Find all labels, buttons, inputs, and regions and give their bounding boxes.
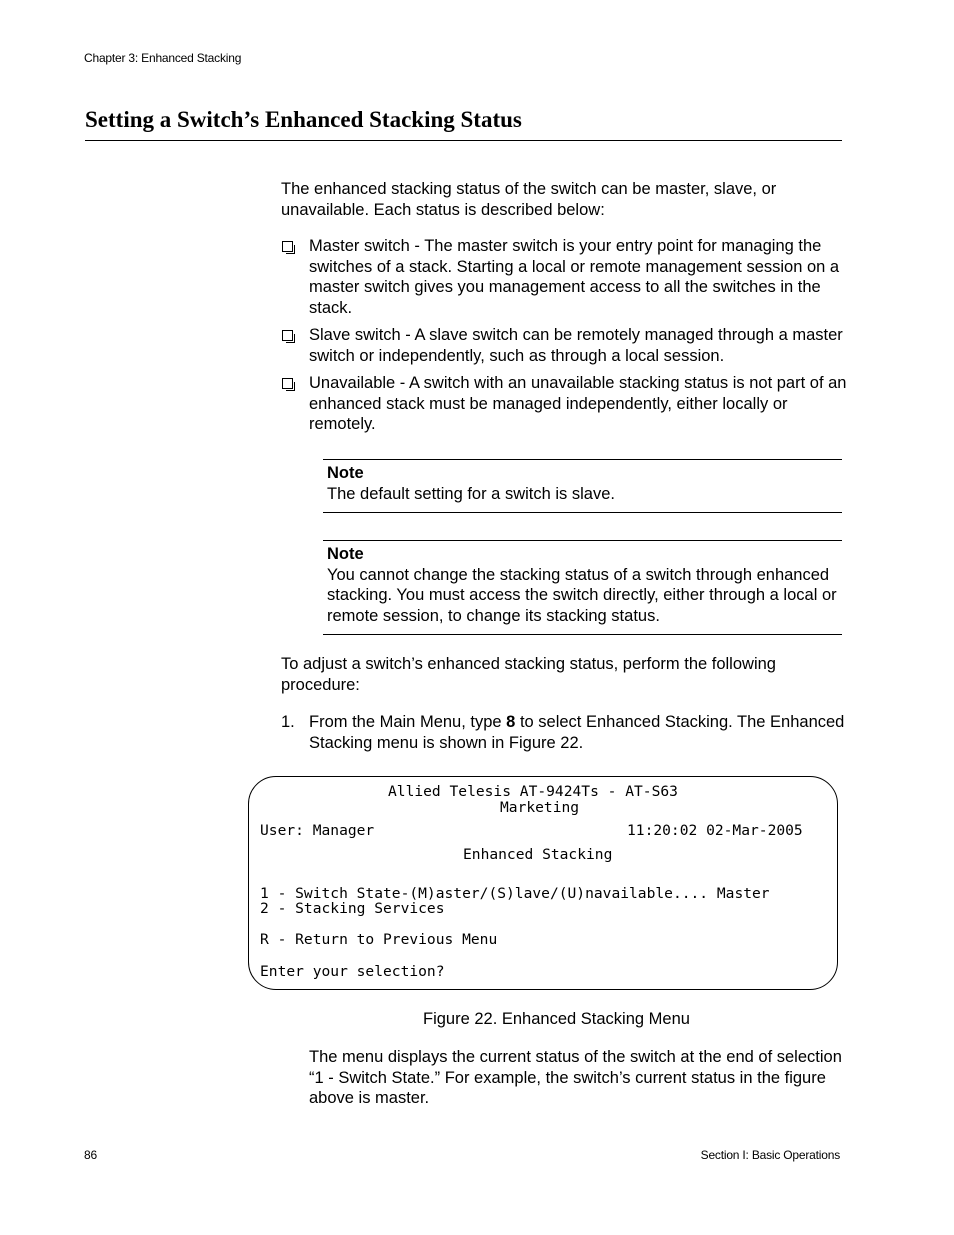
- terminal-option-1: 1 - Switch State-(M)aster/(S)lave/(U)navailable.... Master: [260, 885, 770, 902]
- terminal-system-name: Marketing: [500, 799, 580, 816]
- page-number: 86: [84, 1148, 97, 1162]
- closing-paragraph: The menu displays the current status of the switch at the end of selection “1 - Switch State.” For example, the switch’s current status in the figure above is master.: [309, 1048, 842, 1107]
- step-text-before: From the Main Menu, type: [309, 713, 507, 731]
- footer-section: Section I: Basic Operations: [700, 1148, 840, 1162]
- bullet-box-icon: [282, 241, 293, 252]
- terminal-option-r: R - Return to Previous Menu: [260, 931, 498, 948]
- step-text-after: to select Enhanced Stacking. The Enhanced Stacking menu is shown in Figure 22.: [309, 713, 845, 752]
- terminal-prompt: Enter your selection?: [260, 963, 445, 980]
- title-rule: [85, 140, 842, 141]
- note-body: You cannot change the stacking status of a switch through enhanced stacking. You must access the switch directly, either through a local or remote session, to change its stacking status.: [327, 565, 837, 625]
- intro-paragraph: The enhanced stacking status of the switch can be master, slave, or unavailable. Each status is described below:: [281, 180, 777, 219]
- bullet-slave: Slave switch - A slave switch can be remotely managed through a master switch or independently, such as through a local session.: [309, 326, 843, 365]
- bullet-box-icon: [282, 378, 293, 389]
- terminal-user: User: Manager: [260, 822, 375, 839]
- note-body: The default setting for a switch is slave.: [327, 484, 615, 503]
- section-title: Setting a Switch’s Enhanced Stacking Status: [85, 107, 522, 132]
- note-cannot-change: [323, 540, 842, 635]
- terminal-datetime: 11:20:02 02-Mar-2005: [627, 822, 803, 839]
- bullet-master: Master switch - The master switch is your entry point for managing the switches of a stack. Starting a local or remote management session on a master switch gives you management access to all the switches in the stack.: [309, 237, 840, 317]
- note-title: Note: [327, 545, 364, 563]
- step-key: 8: [506, 713, 516, 731]
- procedure-intro: To adjust a switch’s enhanced stacking status, perform the following procedure:: [281, 655, 776, 694]
- terminal-option-2: 2 - Stacking Services: [260, 900, 445, 917]
- running-header: Chapter 3: Enhanced Stacking: [84, 51, 242, 65]
- bullet-unavailable: Unavailable - A switch with an unavailable stacking status is not part of an enhanced stack must be managed independently, either locally or remotely.: [309, 374, 847, 433]
- bullet-box-icon: [282, 330, 293, 341]
- figure-caption: Figure 22. Enhanced Stacking Menu: [423, 1010, 690, 1028]
- step-number: 1.: [281, 713, 295, 731]
- note-title: Note: [327, 464, 364, 482]
- terminal-product-line: Allied Telesis AT-9424Ts - AT-S63: [388, 783, 678, 800]
- step-1: [309, 712, 849, 753]
- note-default-setting: [323, 459, 842, 513]
- terminal-menu-title: Enhanced Stacking: [463, 846, 613, 863]
